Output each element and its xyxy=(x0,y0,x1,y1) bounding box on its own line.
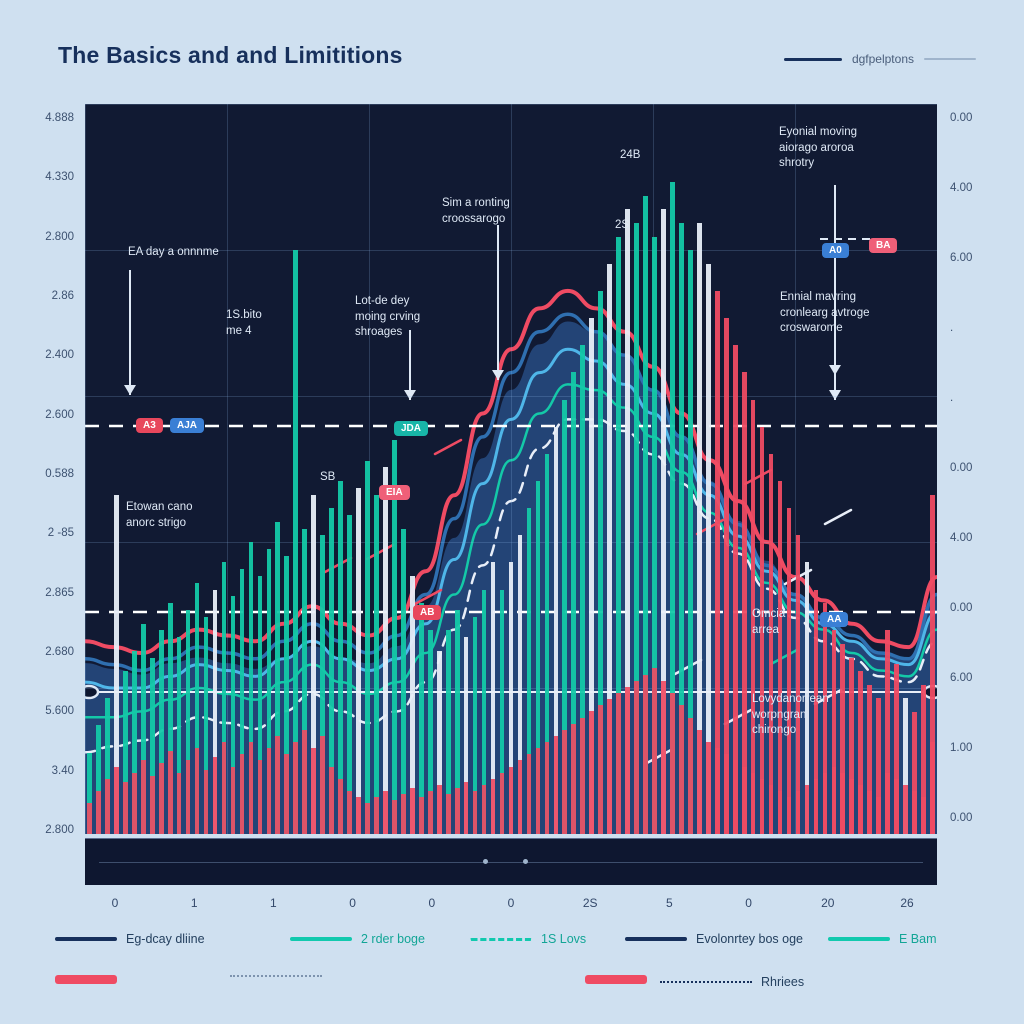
y-tick-left: 2 -85 xyxy=(47,527,74,540)
volume-bar xyxy=(114,767,119,834)
chart-badge[interactable]: A3 xyxy=(136,418,163,433)
volume-bar xyxy=(275,736,280,834)
legend-swatch xyxy=(55,937,117,941)
volume-bar xyxy=(562,730,567,834)
gridline-horizontal xyxy=(85,396,937,397)
price-bar xyxy=(787,508,792,834)
x-tick: 20 xyxy=(821,896,835,910)
y-tick-left: 5.600 xyxy=(45,705,74,718)
volume-bar xyxy=(760,779,765,834)
volume-bar xyxy=(679,705,684,834)
legend-item[interactable] xyxy=(625,932,803,946)
volume-bar xyxy=(805,785,810,834)
annotation-arrow-head-0 xyxy=(124,385,136,395)
legend-label: 1S Lovs xyxy=(541,932,587,946)
chart-annotation: 2S xyxy=(615,219,630,231)
y-tick-left: 2.865 xyxy=(45,586,74,599)
volume-bar xyxy=(634,681,639,834)
volume-bar xyxy=(491,779,496,834)
y-tick-right: 4.00 xyxy=(950,532,973,544)
y-tick-left: 2.86 xyxy=(51,290,74,302)
volume-bar xyxy=(222,742,227,834)
volume-bar xyxy=(267,748,272,834)
legend-swatch xyxy=(290,937,352,941)
volume-bar xyxy=(213,757,218,834)
volume-bar xyxy=(338,779,343,834)
chart-annotation: Sim a ronting croossarogo xyxy=(442,197,510,225)
y-tick-right: . xyxy=(950,392,954,404)
legend-swatch xyxy=(470,938,532,941)
volume-bar xyxy=(832,767,837,834)
chart-annotation: Lot-de dey moing crving shroages xyxy=(355,295,421,339)
volume-bar xyxy=(105,779,110,834)
volume-bar xyxy=(652,668,657,834)
x-axis xyxy=(85,896,937,920)
chart-plot-area[interactable] xyxy=(85,104,937,834)
legend-swatch xyxy=(585,975,647,984)
volume-bar xyxy=(509,767,514,834)
y-tick-left: 0.588 xyxy=(45,468,74,480)
chart-badge[interactable]: JDA xyxy=(394,421,428,436)
volume-bar xyxy=(401,794,406,834)
tick-mark-3 xyxy=(435,440,461,454)
gridline-horizontal xyxy=(85,250,937,251)
legend-label: 2 rder boge xyxy=(361,932,425,946)
volume-bar xyxy=(733,760,738,834)
chart-annotation: Ennial mavring cronlearg avtroge croswarome xyxy=(780,291,870,335)
x-tick: 0 xyxy=(745,896,752,910)
volume-bar xyxy=(814,779,819,834)
volume-bar xyxy=(249,742,254,834)
volume-bar xyxy=(840,773,845,834)
chart-badge[interactable]: BA xyxy=(869,238,897,253)
volume-bar xyxy=(894,779,899,834)
header-legend xyxy=(784,52,976,66)
volume-bar xyxy=(527,754,532,834)
volume-bar xyxy=(670,693,675,834)
gridline-horizontal xyxy=(85,542,937,543)
volume-bar xyxy=(96,791,101,834)
x-tick: 1 xyxy=(190,896,198,910)
volume-bar xyxy=(177,773,182,834)
legend-swatch xyxy=(230,975,322,977)
volume-bar xyxy=(724,754,729,834)
price-bar xyxy=(383,467,388,834)
volume-bar xyxy=(347,791,352,834)
legend-label: Evolonrtey bos oge xyxy=(696,932,804,946)
annotation-arrow-head-2 xyxy=(492,370,504,380)
legend-item[interactable] xyxy=(55,975,126,984)
header-legend-label: dgfpelptons xyxy=(851,52,914,66)
x-tick: 0 xyxy=(507,896,515,910)
legend-swatch xyxy=(55,975,117,984)
volume-bar xyxy=(751,773,756,834)
volume-bar xyxy=(715,748,720,834)
legend-item[interactable] xyxy=(470,932,586,946)
volume-bar xyxy=(778,791,783,834)
y-tick-left: 2.400 xyxy=(45,349,74,362)
x-tick: 26 xyxy=(900,896,914,910)
volume-bar xyxy=(554,736,559,834)
strip-dot-right xyxy=(523,859,528,864)
volume-bar xyxy=(168,751,173,834)
page-title: The Basics and and Limititions xyxy=(58,42,403,68)
y-tick-right: . xyxy=(950,322,954,334)
volume-bar xyxy=(392,800,397,834)
volume-bar xyxy=(419,797,424,834)
volume-bar xyxy=(616,693,621,834)
volume-bar xyxy=(428,791,433,834)
volume-bar xyxy=(580,718,585,835)
volume-bar xyxy=(500,773,505,834)
gridline-vertical xyxy=(85,104,86,834)
tick-mark-5 xyxy=(745,470,771,484)
tick-mark-12 xyxy=(825,510,851,524)
volume-bar xyxy=(625,687,630,834)
volume-bar xyxy=(885,773,890,834)
y-tick-right: 6.00 xyxy=(950,672,973,684)
volume-bar xyxy=(518,760,523,834)
volume-bar xyxy=(258,760,263,834)
volume-bar xyxy=(356,797,361,834)
volume-bar xyxy=(320,736,325,834)
volume-bar xyxy=(867,791,872,834)
volume-bar xyxy=(823,773,828,834)
chart-badge[interactable]: A0 xyxy=(822,243,849,258)
volume-bar xyxy=(446,794,451,834)
volume-bar xyxy=(204,770,209,834)
volume-bar xyxy=(697,730,702,834)
chart-annotation: Lovydanorrean worpngran chirongo xyxy=(752,693,829,737)
price-bar xyxy=(796,535,801,834)
legend-item[interactable] xyxy=(55,932,205,946)
chart-badge[interactable]: AA xyxy=(820,612,848,627)
volume-bar xyxy=(921,797,926,834)
y-tick-left: 2.800 xyxy=(45,824,74,836)
volume-bar xyxy=(787,797,792,834)
chart-annotation: EA day a onnnme xyxy=(128,246,219,258)
volume-bar xyxy=(132,773,137,834)
volume-bar xyxy=(876,797,881,834)
x-tick: 0 xyxy=(111,896,119,910)
y-axis-right xyxy=(940,104,1020,834)
volume-bar xyxy=(464,782,469,834)
volume-bar xyxy=(769,785,774,834)
y-tick-right: 4.00 xyxy=(950,182,973,194)
range-slider-strip[interactable] xyxy=(85,838,937,885)
x-tick: 1 xyxy=(270,896,277,910)
x-tick: 2S xyxy=(582,896,598,910)
x-tick: 0 xyxy=(428,896,436,910)
chart-annotation: Omcia arrea xyxy=(752,608,786,636)
price-bar xyxy=(751,400,756,834)
volume-bar xyxy=(293,742,298,834)
volume-bar xyxy=(706,742,711,834)
legend-item[interactable] xyxy=(585,975,656,984)
legend-label: E Bam xyxy=(899,932,937,946)
volume-bar xyxy=(598,705,603,834)
chart-badge[interactable]: EIA xyxy=(379,485,410,500)
volume-bar xyxy=(858,785,863,834)
y-tick-left: 4.330 xyxy=(45,171,74,184)
volume-bar xyxy=(849,779,854,834)
strip-line xyxy=(99,862,923,863)
volume-bar xyxy=(150,776,155,834)
annotation-arrow-head-4 xyxy=(829,390,841,400)
price-bar xyxy=(742,372,747,834)
x-tick: 0 xyxy=(349,896,356,910)
price-bar xyxy=(365,461,370,834)
volume-bar xyxy=(545,742,550,834)
volume-bar xyxy=(796,791,801,834)
y-tick-left: 2.600 xyxy=(45,408,74,421)
legend-label: Rhriees xyxy=(761,975,805,989)
price-bar xyxy=(760,427,765,834)
volume-bar xyxy=(482,785,487,834)
volume-bar xyxy=(365,803,370,834)
chart-badge[interactable]: AB xyxy=(413,605,441,620)
chart-annotation: Eyonial moving aiorago aroroa shrotry xyxy=(779,126,857,170)
volume-bar xyxy=(240,754,245,834)
volume-bar xyxy=(930,742,935,834)
y-tick-right: 0.00 xyxy=(950,812,973,824)
y-tick-right: 0.00 xyxy=(950,112,973,124)
legend-swatch xyxy=(828,937,890,941)
volume-bar xyxy=(141,760,146,834)
x-tick: 5 xyxy=(666,896,673,910)
chart-annotation: SB xyxy=(320,471,336,483)
volume-bar xyxy=(473,791,478,834)
volume-bar xyxy=(607,699,612,834)
volume-bar xyxy=(903,785,908,834)
volume-bar xyxy=(437,785,442,834)
volume-bar xyxy=(329,767,334,834)
strip-dot-left xyxy=(483,859,488,864)
y-tick-left: 2.800 xyxy=(45,230,74,243)
volume-bar xyxy=(742,767,747,834)
volume-bar xyxy=(159,763,164,834)
y-axis-left xyxy=(0,104,82,834)
legend-item[interactable] xyxy=(828,932,937,946)
y-tick-right: 1.00 xyxy=(950,742,973,754)
volume-bar xyxy=(186,760,191,834)
header-legend-line xyxy=(784,58,842,61)
chart-annotation: 1S.bito me 4 xyxy=(226,309,262,337)
y-tick-left: 2.680 xyxy=(45,646,74,658)
volume-bar xyxy=(455,788,460,834)
legend-swatch xyxy=(660,981,752,983)
volume-bar xyxy=(311,748,316,834)
volume-bar xyxy=(123,782,128,834)
y-tick-right: 0.00 xyxy=(950,462,973,474)
volume-bar xyxy=(410,788,415,834)
price-bar xyxy=(769,454,774,834)
y-tick-right: 6.00 xyxy=(950,252,973,264)
legend-item[interactable] xyxy=(660,975,804,989)
header-legend-line-2 xyxy=(924,58,976,60)
volume-bar xyxy=(661,681,666,834)
volume-bar xyxy=(231,767,236,834)
chart-badge[interactable]: AJA xyxy=(170,418,204,433)
price-bar xyxy=(778,481,783,834)
price-bar xyxy=(374,495,379,834)
y-tick-left: 4.888 xyxy=(45,112,74,124)
volume-bar xyxy=(688,718,693,835)
annotation-arrow-head-1 xyxy=(404,390,416,400)
chart-annotation: Etowan cano anorc strigo xyxy=(126,501,193,529)
volume-bar xyxy=(87,803,92,834)
price-bar xyxy=(347,515,352,834)
volume-bar xyxy=(536,748,541,834)
chart-annotation: 24B xyxy=(620,149,641,161)
volume-bar xyxy=(284,754,289,834)
volume-bar xyxy=(912,791,917,834)
volume-bar xyxy=(383,791,388,834)
y-tick-left: 3.40 xyxy=(51,764,74,777)
y-tick-right: 0.00 xyxy=(950,602,973,614)
legend-item[interactable] xyxy=(230,975,331,977)
volume-bar xyxy=(374,797,379,834)
legend-item[interactable] xyxy=(290,932,425,946)
tick-mark-1 xyxy=(367,545,393,559)
gridline-horizontal xyxy=(85,104,937,105)
volume-bar xyxy=(643,675,648,834)
volume-bar xyxy=(195,748,200,834)
volume-bar xyxy=(571,724,576,834)
price-bar xyxy=(356,488,361,834)
legend-label: Eg-dcay dliine xyxy=(126,932,205,946)
volume-bar xyxy=(589,711,594,834)
gridline-vertical xyxy=(227,104,228,834)
price-bar xyxy=(401,529,406,835)
volume-bar xyxy=(302,730,307,834)
legend-swatch xyxy=(625,937,687,941)
